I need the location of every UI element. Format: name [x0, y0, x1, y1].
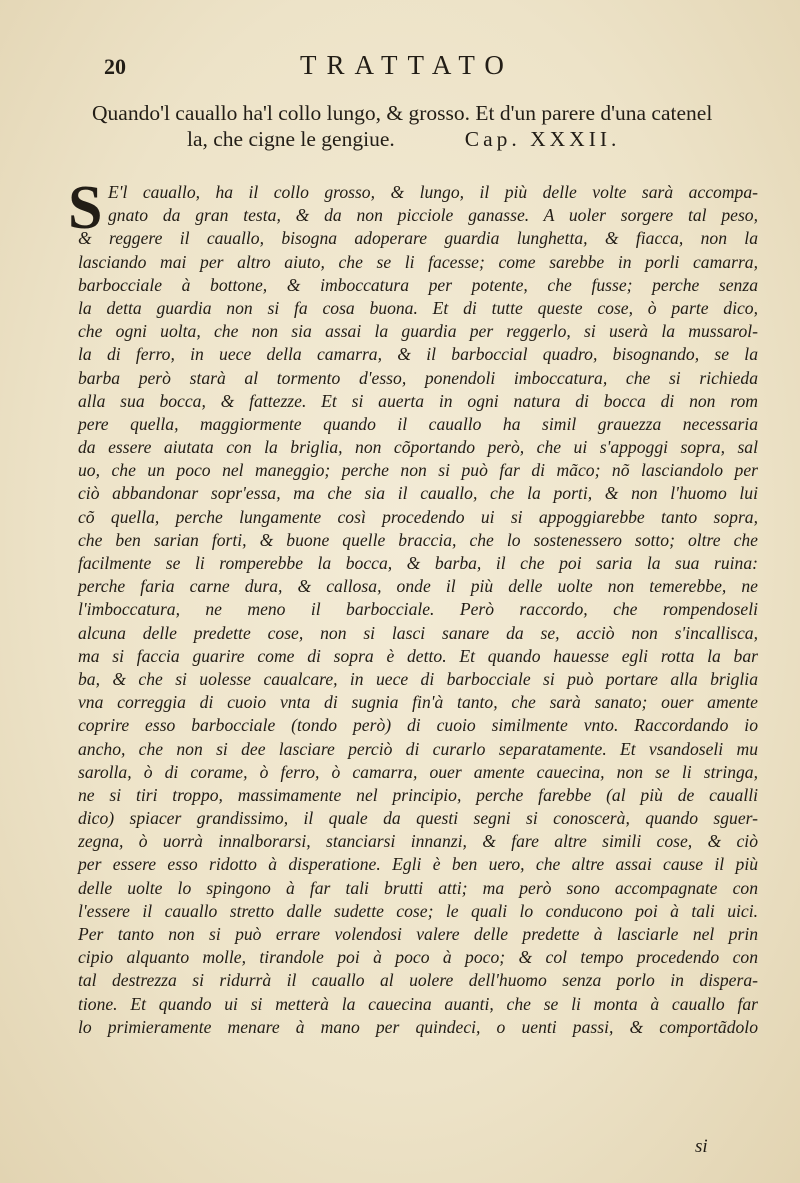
- text-line: E'l cauallo, ha il collo grosso, & lungo, il più delle volte sarà accompa-: [108, 182, 758, 202]
- chapter-title: [92, 100, 772, 152]
- text-line: pere quella, maggiormente quando il cauallo ha simil grauezza necessaria: [78, 413, 758, 434]
- text-line: sarolla, ò di corame, ò ferro, ò camarra, ouer amente cauecina, non se li stringa,: [78, 761, 758, 782]
- text-line: ma si faccia guarire come di sopra è detto. Et quando hauesse egli rotta la bar: [78, 645, 758, 666]
- text-line: alcuna delle predette cose, non si lasci sanare da se, acciò non s'incallisca,: [78, 622, 758, 643]
- text-line: delle uolte lo spingono à far tali brutti atti; ma però sono accompagnate con: [78, 877, 758, 898]
- text-line: tione. Et quando ui si metterà la cauecina auanti, che se li monta à cauallo far: [78, 993, 758, 1014]
- text-line: facilmente se li romperebbe la bocca, & barba, il che poi saria la sua ruina:: [78, 553, 758, 573]
- text-line: la detta guardia non si fa cosa buona. Et di tutte queste cose, ò parte dico,: [78, 297, 758, 318]
- text-line: che ogni uolta, che non sia assai la guardia per reggerlo, si userà la mussarol-: [78, 321, 758, 342]
- chapter-title-line-2: [92, 126, 772, 152]
- text-line: alla sua bocca, & fattezze. Et si auerta in ogni natura di bocca di non rom: [78, 390, 758, 411]
- text-line: cõ quella, perche lungamente così procedendo ui si appoggiarebbe tanto sopra,: [78, 506, 758, 527]
- text-line: ne si tiri troppo, massimamente nel principio, perche farebbe (al più de caualli: [78, 784, 758, 805]
- text-line: lasciando mai per altro aiuto, che se li facesse; come sarebbe in porli camarra,: [78, 251, 758, 272]
- page-header: [0, 50, 800, 90]
- text-line: barba però starà al tormento d'esso, ponendoli imboccatura, che si richieda: [78, 367, 758, 388]
- chapter-title-line-1: Quando'l cauallo ha'l collo lungo, & grosso. Et d'un parere d'una catenel: [92, 101, 713, 125]
- text-line: ancho, che non si dee lasciare perciò di curarlo separatamente. Et vsandoseli mu: [78, 738, 758, 759]
- chapter-title-line-2-text: la, che cigne le gengiue.: [187, 127, 395, 151]
- text-line: lo primieramente menare à mano per quindeci, o uenti passi, & comportãdolo: [78, 1016, 758, 1037]
- chapter-number: Cap. XXXII.: [464, 127, 621, 151]
- catchword: si: [695, 1136, 708, 1157]
- text-line: gnato da gran testa, & da non picciole ganasse. A uoler sorgere tal peso,: [108, 205, 758, 226]
- text-line: ciò abbandonar sopr'essa, ma che sia il cauallo, che la porti, & non l'huomo lui: [78, 483, 758, 504]
- text-line: la di ferro, in uece della camarra, & il barboccial quadro, bisognando, se la: [78, 344, 758, 365]
- text-line: zegna, ò uorrà innalborarsi, stanciarsi innanzi, & fare altre simili cose, & ciò: [78, 831, 758, 852]
- text-line: perche faria carne dura, & callosa, onde il più delle uolte non temerebbe, ne: [78, 576, 758, 597]
- text-line: che ben sarian forti, & buone quelle braccia, che lo sostenessero sotto; oltre che: [78, 529, 758, 550]
- text-line: ba, & che si uolesse caualcare, in uece di barbocciale si può portare alla briglia: [78, 668, 758, 689]
- text-line: tal destrezza si ridurrà il cauallo al uolere dell'huomo senza porlo in dispera-: [78, 970, 758, 991]
- text-line: Per tanto non si può errare volendosi valere delle predette à lasciarle nel prin: [78, 924, 758, 944]
- text-line: & reggere il cauallo, bisogna adoperare guardia lunghetta, & fiacca, non la: [78, 228, 758, 249]
- text-line: per essere esso ridotto à disperatione. Egli è ben uero, che altre assai cause il più: [78, 854, 758, 875]
- page-number: 20: [104, 54, 126, 79]
- running-title: TRATTATO: [300, 50, 514, 80]
- text-line: vna correggia di cuoio vnta di sugnia fin'à tanto, che sarà sanato; ouer amente: [78, 692, 758, 713]
- text-line: coprire esso barbocciale (tondo però) di cuoio similmente vnto. Raccordando io: [78, 715, 758, 736]
- text-line: uo, che un poco nel maneggio; perche non si può far di mãco; nõ lasciandolo per: [78, 460, 758, 481]
- text-line: barbocciale à bottone, & imboccatura per potente, che fusse; perche senza: [78, 274, 758, 295]
- text-line: da essere aiutata con la briglia, non cõportando però, che ui s'appoggi sopra, sal: [78, 437, 758, 458]
- text-line: dico) spiacer grandissimo, il quale da questi segni si conoscerà, quando sguer-: [78, 808, 758, 829]
- text-line: l'imboccatura, ne meno il barbocciale. Però raccordo, che rompendoseli: [78, 599, 758, 620]
- text-line: cipio alquanto molle, tirandole poi à poco à poco; & col tempo procedendo con: [78, 947, 758, 968]
- text-line: l'essere il cauallo stretto dalle sudette cose; le quali lo conducono poi à tali uici.: [78, 900, 758, 921]
- drop-capital: S: [68, 174, 103, 242]
- body-text: [78, 181, 758, 1039]
